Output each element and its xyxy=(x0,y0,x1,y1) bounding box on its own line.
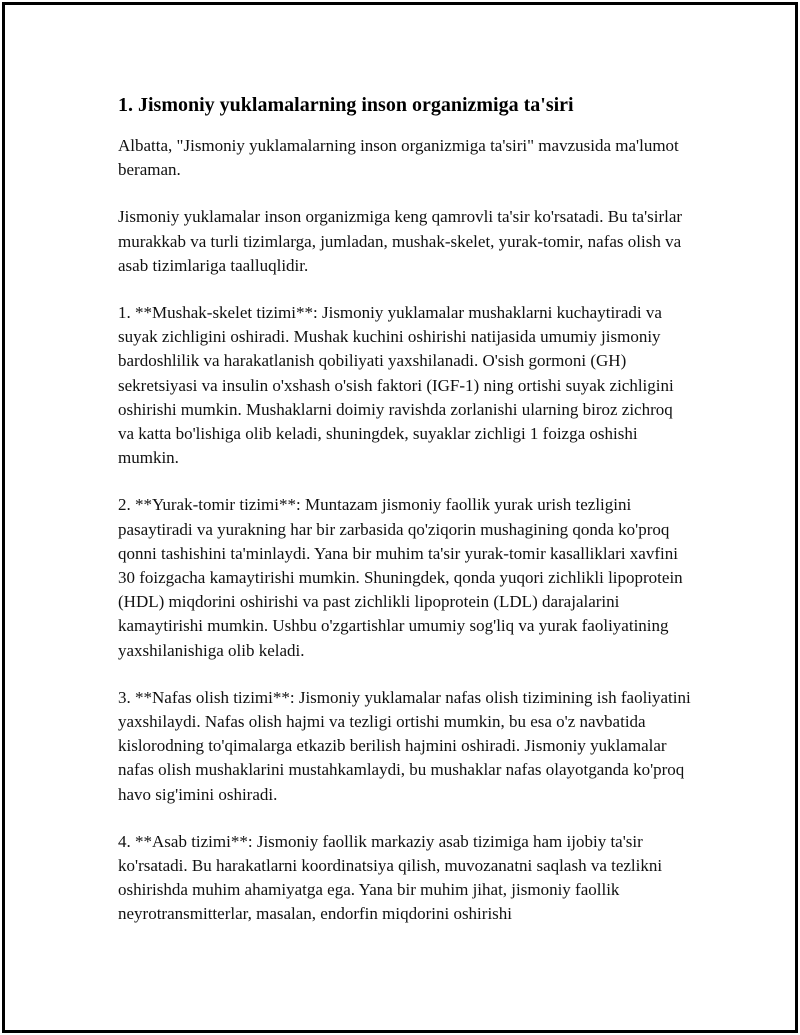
document-body xyxy=(118,92,693,950)
document-heading: 1. Jismoniy yuklamalarning inson organizmiga ta'siri xyxy=(118,94,574,116)
nervous-system-paragraph: 4. **Asab tizimi**: Jismoniy faollik markaziy asab tizimiga ham ijobiy ta'sir ko'rsatadi. Bu harakatlarni koordinatsiya qilish, muvozanatni saqlash va tezlikni oshirishda muhim ahamiyatga ega. Yana bir muhim jihat, jismoniy faollik neyrotransmitterlar, masalan, endorfin miqdorini oshirishi xyxy=(118,831,663,924)
cardiovascular-paragraph: 2. **Yurak-tomir tizimi**: Muntazam jismoniy faollik yurak urish tezligini pasaytiradi va yurakning har bir zarbasida qo'ziqorin mushagining qonda ko'proq qonni tashishini ta'minlaydi. Yana bir muhim ta'sir yurak-tomir kasalliklari xavfini 30 foizgacha kamaytirishi mumkin. Shuningdek, qonda yuqori zichlikli lipoprotein (HDL) miqdorini oshirishi va past zichlikli lipoprotein (LDL) darajalarini kamaytirishi mumkin. Ushbu o'zgartishlar umumiy sog'liq va yurak faoliyatining yaxshilanishiga olib keladi. xyxy=(118,495,683,660)
overview-paragraph: Jismoniy yuklamalar inson organizmiga keng qamrovli ta'sir ko'rsatadi. Bu ta'sirlar murakkab va turli tizimlarga, jumladan, mushak-skelet, yurak-tomir, nafas olish va asab tizimlariga taalluqlidir. xyxy=(118,207,683,275)
respiratory-paragraph: 3. **Nafas olish tizimi**: Jismoniy yuklamalar nafas olish tizimining ish faoliyatini yaxshilaydi. Nafas olish hajmi va tezligi ortishi mumkin, bu esa o'z navbatida kislorodning to'qimalarga etkazib berilish hajmini oshiradi. Jismoniy yuklamalar nafas olish mushaklarini mustahkamlaydi, bu mushaklar nafas olayotganda ko'proq havo sig'imini oshiradi. xyxy=(118,687,691,804)
musculoskeletal-paragraph: 1. **Mushak-skelet tizimi**: Jismoniy yuklamalar mushaklarni kuchaytiradi va suyak zichligini oshiradi. Mushak kuchini oshirishi natijasida umumiy jismoniy bardoshlilik va harakatlanish qobiliyati yaxshilanadi. O'sish gormoni (GH) sekretsiyasi va insulin o'xshash o'sish faktori (IGF-1) ning ortishi suyak zichligini oshirishi mumkin. Mushaklarni doimiy ravishda zorlanishi ularning biroz zichroq va katta bo'lishiga olib keladi, shuningdek, suyaklar zichligi 1 foizga oshishi mumkin. xyxy=(118,303,674,468)
intro-paragraph: Albatta, "Jismoniy yuklamalarning inson organizmiga ta'siri" mavzusida ma'lumot beraman. xyxy=(118,136,679,180)
